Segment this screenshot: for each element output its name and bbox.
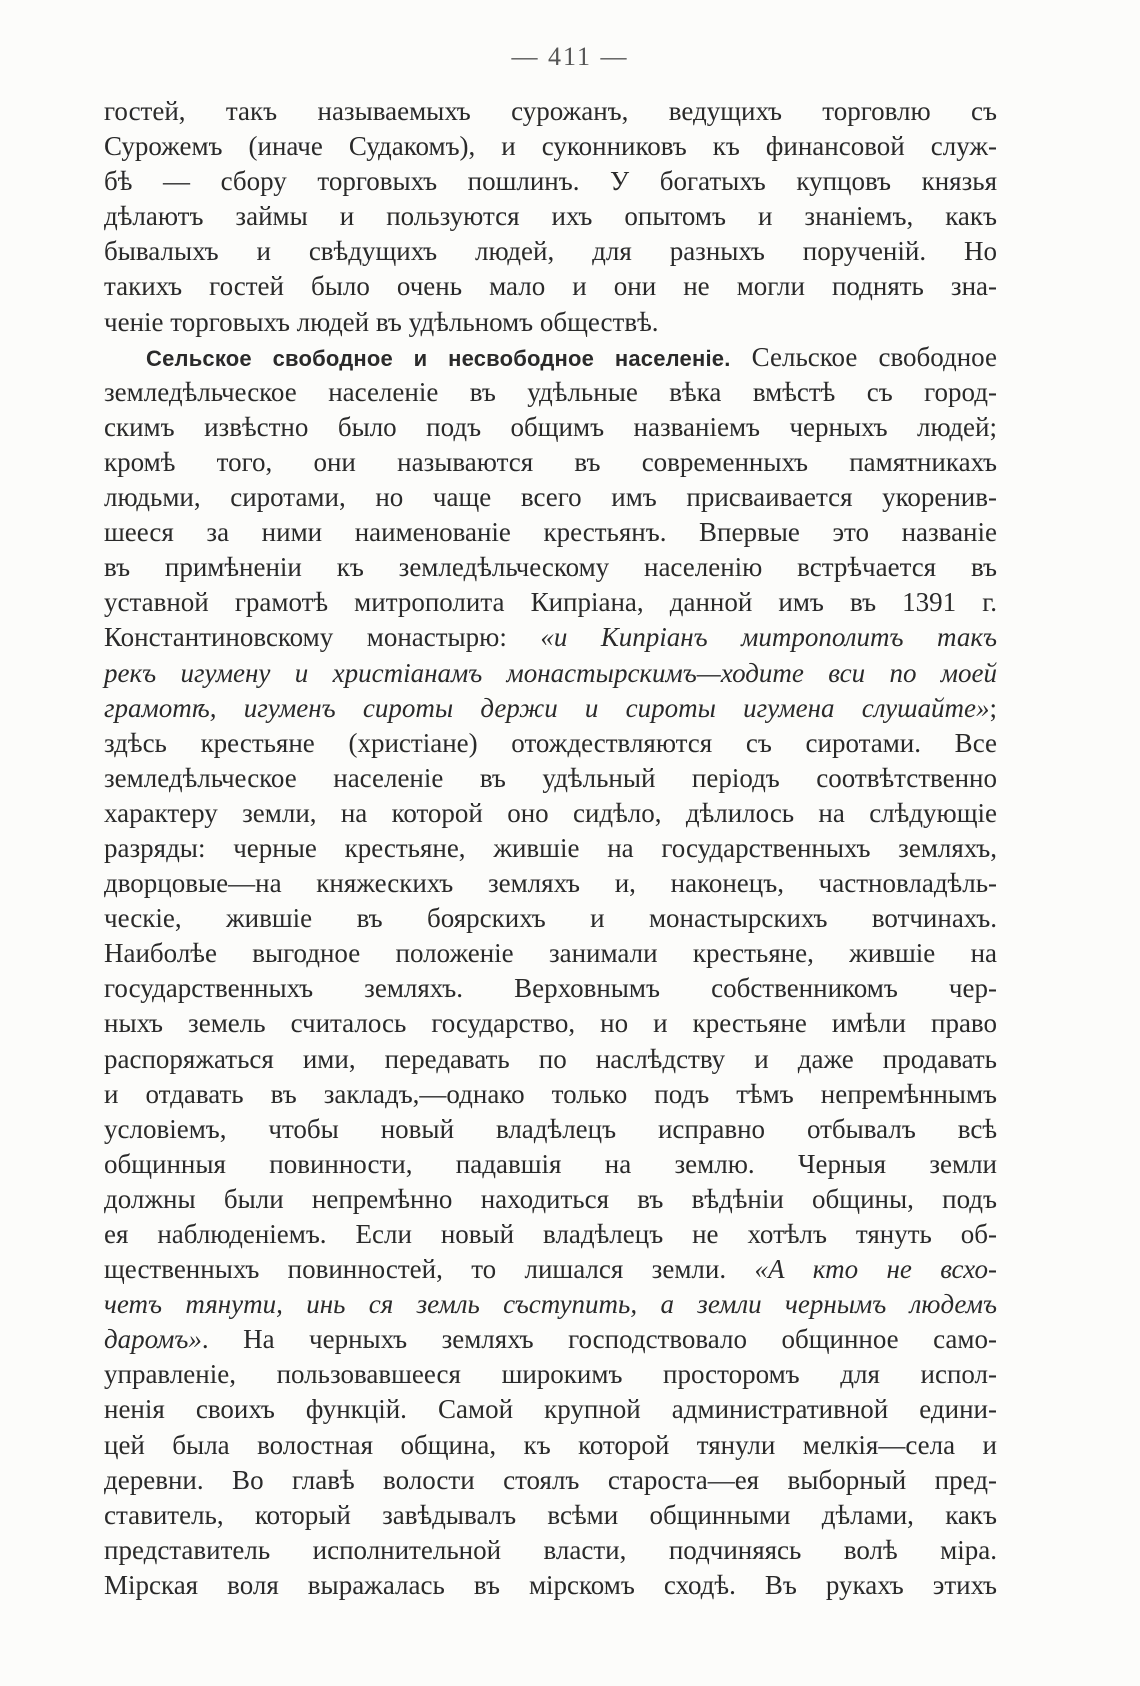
text-line (104, 620, 997, 655)
text-line: кромѣ того, они называются въ современныхъ памятникахъ (104, 446, 997, 477)
text-line: ненія своихъ функцій. Самой крупной административной едини- (104, 1394, 997, 1425)
text-line: бѣ — сбору торговыхъ пошлинъ. У богатыхъ купцовъ князья (104, 166, 997, 197)
text-line (104, 1252, 997, 1287)
text-line: земледѣльческое населеніе въ удѣльные вѣка вмѣстѣ съ город- (104, 376, 997, 407)
text-line: условіемъ, чтобы новый владѣлецъ исправно отбывалъ всѣ (104, 1113, 997, 1144)
quote-line: четъ тянути, инь ся земль съступить, а земли чернымъ людемъ (104, 1289, 997, 1320)
text-line: распоряжаться ими, передавать по наслѣдству и даже продавать (104, 1043, 997, 1074)
text-line: управленіе, пользовавшееся широкимъ просторомъ для испол- (104, 1359, 997, 1390)
page-number: — 411 — (511, 42, 629, 71)
text-line: ныхъ земель считалось государство, но и крестьяне имѣли право (104, 1008, 997, 1039)
text-line: людьми, сиротами, но чаще всего имъ присваивается укоренив- (104, 482, 997, 513)
text-run: Сельское свободное (730, 341, 997, 372)
text-line: характеру земли, на которой оно сидѣло, дѣлилось на слѣдующіе (104, 797, 997, 828)
text-line: общинныя повинности, падавшія на землю. Черныя земли (104, 1148, 997, 1179)
text-run: щественныхъ повинностей, то лишался земли. (104, 1254, 755, 1285)
text-line: въ примѣненіи къ земледѣльческому населенію встрѣчается въ (104, 552, 997, 583)
text-line: здѣсь крестьяне (христіане) отождествляются съ сиротами. Все (104, 727, 997, 758)
section-heading: Сельское свободное и несвободное населеніе. (146, 345, 731, 371)
text-line: ченіе торговыхъ людей въ удѣльномъ обществѣ. (104, 306, 659, 337)
paragraph-2 (104, 340, 997, 1603)
quote-text: даромъ» (104, 1324, 202, 1355)
paragraph-1 (104, 94, 997, 340)
text-line: скимъ извѣстно было подъ общимъ названіемъ черныхъ людей; (104, 411, 997, 442)
text-line (104, 340, 997, 375)
text-line: цей была волостная община, къ которой тянули мелкія—села и (104, 1429, 997, 1460)
text-line: Мірская воля выражалась въ мірскомъ сходѣ. Въ рукахъ этихъ (104, 1569, 997, 1600)
body-text (104, 94, 997, 1603)
text-line: бывалыхъ и свѣдущихъ людей, для разныхъ порученій. Но (104, 236, 997, 267)
text-line: Наиболѣе выгодное положеніе занимали крестьяне, жившіе на (104, 938, 997, 969)
text-line: разряды: черные крестьяне, жившіе на государственныхъ земляхъ, (104, 832, 997, 863)
text-line: уставной грамотѣ митрополита Кипріана, данной имъ въ 1391 г. (104, 587, 997, 618)
text-line (104, 1322, 997, 1357)
quote-text: «и Кипріанъ митрополитъ такъ (540, 622, 997, 653)
quote-text: «А кто не всхо- (754, 1254, 997, 1285)
text-line: государственныхъ земляхъ. Верховнымъ собственникомъ чер- (104, 973, 997, 1004)
text-line: должны были непремѣнно находиться въ вѣдѣніи общины, подъ (104, 1183, 997, 1214)
text-line: и отдавать въ закладъ,—однако только подъ тѣмъ непремѣннымъ (104, 1078, 997, 1109)
text-line: дѣлаютъ займы и пользуются ихъ опытомъ и знаніемъ, какъ (104, 201, 997, 232)
text-line: ея наблюденіемъ. Если новый владѣлецъ не хотѣлъ тянуть об- (104, 1219, 997, 1249)
text-run: Константиновскому монастырю: (104, 622, 541, 653)
text-line: земледѣльческое населеніе въ удѣльный періодъ соотвѣтственно (104, 762, 997, 793)
text-line: такихъ гостей было очень мало и они не могли поднять зна- (104, 271, 997, 302)
text-line: представитель исполнительной власти, подчиняясь волѣ міра. (104, 1534, 997, 1565)
quote-text: грамотѣ, игуменъ сироты держи и сироты игумена слушайте» (104, 692, 990, 723)
text-line: Сурожемъ (иначе Судакомъ), и суконниковъ къ финансовой служ- (104, 131, 997, 162)
text-run: . На черныхъ земляхъ господствовало общинное само- (201, 1324, 997, 1355)
text-line: деревни. Во главѣ волости стоялъ староста—ея выборный пред- (104, 1464, 997, 1495)
text-line (104, 691, 997, 726)
text-line: гостей, такъ называемыхъ сурожанъ, ведущихъ торговлю съ (104, 96, 997, 126)
text-line: шееся за ними наименованіе крестьянъ. Впервые это названіе (104, 517, 997, 548)
text-line: ческіе, жившіе въ боярскихъ и монастырскихъ вотчинахъ. (104, 903, 997, 934)
text-line: ставитель, который завѣдывалъ всѣми общинными дѣлами, какъ (104, 1499, 997, 1530)
text-line: дворцовые—на княжескихъ земляхъ и, наконецъ, частновладѣль- (104, 868, 997, 899)
text-run: ; (989, 692, 997, 723)
quote-line: рекъ игумену и христіанамъ монастырскимъ—ходите вси по моей (104, 657, 997, 688)
